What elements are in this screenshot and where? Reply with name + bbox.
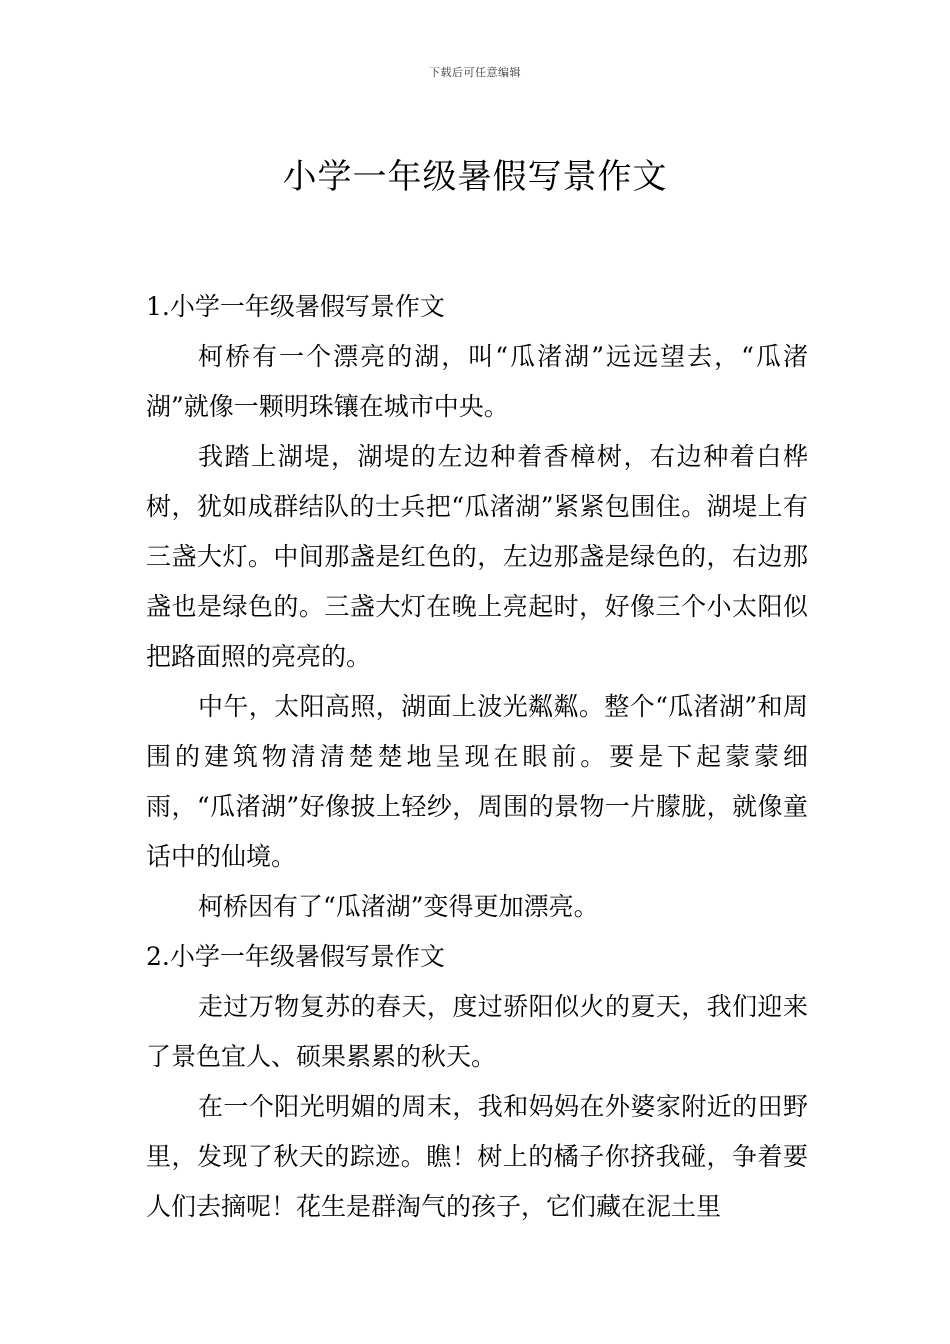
paragraph: 柯桥有一个漂亮的湖，叫“瓜渚湖”远远望去，“瓜渚湖”就像一颗明珠镶在城市中央。 xyxy=(146,342,808,421)
paragraph: 我踏上湖堤，湖堤的左边种着香樟树，右边种着白桦树，犹如成群结队的士兵把“瓜渚湖”紧紧包围住。湖堤上有三盏大灯。中间那盏是红色的，左边那盏是绿色的，右边那盏也是绿色的。三盏大灯在晚上亮起时，好像三个小太阳似把路面照的亮亮的。 xyxy=(146,442,808,671)
paragraph: 中午，太阳高照，湖面上波光粼粼。整个“瓜渚湖”和周围的建筑物清清楚楚地呈现在眼前。要是下起蒙蒙细雨，“瓜渚湖”好像披上轻纱，周围的景物一片朦胧，就像童话中的仙境。 xyxy=(146,692,808,871)
header-note: 下载后可任意编辑 xyxy=(429,66,521,79)
paragraph: 柯桥因有了“瓜渚湖”变得更加漂亮。 xyxy=(198,892,599,921)
section-heading-1: 1.小学一年级暑假写景作文 xyxy=(146,292,445,321)
section-heading-2: 2.小学一年级暑假写景作文 xyxy=(146,942,445,971)
page-title: 小学一年级暑假写景作文 xyxy=(282,156,668,197)
paragraph: 走过万物复苏的春天，度过骄阳似火的夏天，我们迎来了景色宜人、硕果累累的秋天。 xyxy=(146,992,808,1071)
paragraph: 在一个阳光明媚的周末，我和妈妈在外婆家附近的田野里，发现了秋天的踪迹。瞧！树上的橘子你挤我碰，争着要人们去摘呢！花生是群淘气的孩子，它们藏在泥土里 xyxy=(146,1092,808,1221)
document-body xyxy=(146,282,808,1232)
